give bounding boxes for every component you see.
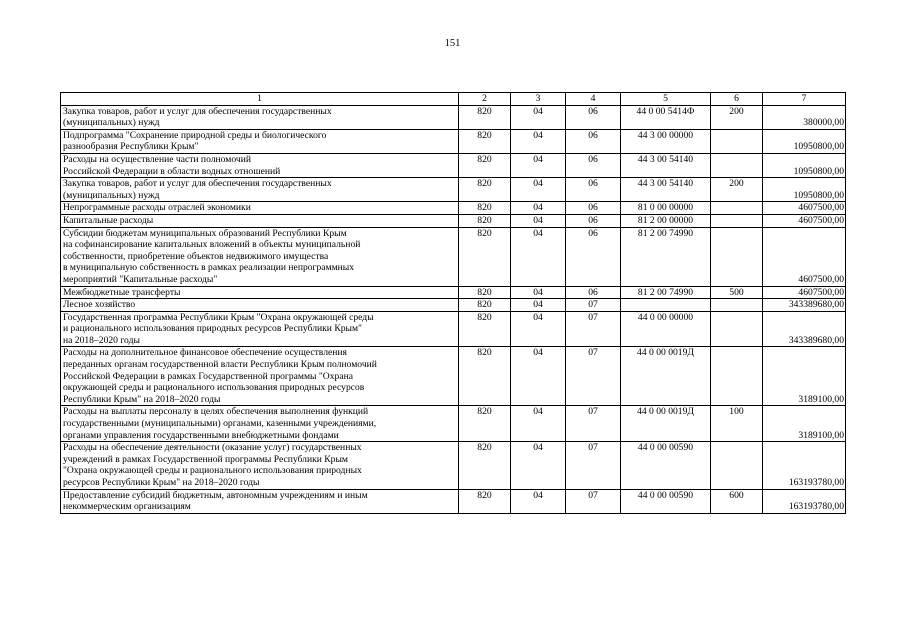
section-code-cell: 04 [511,202,566,215]
target-article-cell: 44 3 00 00000 [621,129,711,153]
column-number-cell: 2 [459,93,511,106]
target-article-cell: 81 2 00 74990 [621,286,711,299]
column-number-cell: 3 [511,93,566,106]
target-article-cell: 81 2 00 00000 [621,214,711,227]
ministry-code-cell: 820 [459,406,511,442]
ministry-code-cell: 820 [459,442,511,489]
section-code-cell: 04 [511,299,566,312]
page-number: 151 [444,38,461,49]
column-number-row [61,93,846,106]
subsection-code-cell: 06 [566,202,621,215]
table-row [61,442,846,489]
amount-cell: 10950800,00 [763,153,846,177]
item-name-cell: Закупка товаров, работ и услуг для обеспечения государственных (муниципальных) нужд [61,178,459,202]
item-name-cell: Капитальные расходы [61,214,459,227]
table-row [61,311,846,347]
subsection-code-cell: 06 [566,178,621,202]
table-row [61,105,846,129]
subsection-code-cell: 07 [566,347,621,406]
table-row [61,202,846,215]
item-name-cell: Расходы на обеспечение деятельности (оказание услуг) государственных учреждений в рамках Государственной программы Республики Крым "Охрана окружающей среды и рационального использования природных ресурсов Республики Крым" на 2018–2020 годы [61,442,459,489]
ministry-code-cell: 820 [459,178,511,202]
item-name-cell: Расходы на осуществление части полномочий Российской Федерации в области водных отношений [61,153,459,177]
expense-type-cell [711,153,763,177]
section-code-cell: 04 [511,227,566,286]
ministry-code-cell: 820 [459,286,511,299]
column-number-cell: 1 [61,93,459,106]
budget-table [60,92,846,514]
amount-cell: 163193780,00 [763,489,846,513]
expense-type-cell [711,202,763,215]
expense-type-cell: 200 [711,105,763,129]
subsection-code-cell: 06 [566,105,621,129]
section-code-cell: 04 [511,129,566,153]
table-row [61,347,846,406]
ministry-code-cell: 820 [459,105,511,129]
table-row [61,214,846,227]
subsection-code-cell: 07 [566,489,621,513]
ministry-code-cell: 820 [459,299,511,312]
section-code-cell: 04 [511,406,566,442]
item-name-cell: Расходы на дополнительное финансовое обеспечение осуществления переданных органам государственной власти Республики Крым полномочий Российской Федерации в рамках Государственной программы "Охрана окружающей среды и рационального использования природных ресурсов Республики Крым" на 2018–2020 годы [61,347,459,406]
table-row [61,227,846,286]
amount-cell: 4607500,00 [763,214,846,227]
amount-cell: 4607500,00 [763,202,846,215]
ministry-code-cell: 820 [459,227,511,286]
section-code-cell: 04 [511,347,566,406]
target-article-cell: 44 0 00 0019Д [621,347,711,406]
section-code-cell: 04 [511,153,566,177]
ministry-code-cell: 820 [459,129,511,153]
expense-type-cell [711,311,763,347]
table-row [61,286,846,299]
column-number-cell: 6 [711,93,763,106]
amount-cell: 10950800,00 [763,129,846,153]
amount-cell: 380000,00 [763,105,846,129]
subsection-code-cell: 07 [566,442,621,489]
expense-type-cell [711,214,763,227]
amount-cell: 163193780,00 [763,442,846,489]
subsection-code-cell: 07 [566,299,621,312]
target-article-cell: 44 0 00 5414Ф [621,105,711,129]
expense-type-cell [711,129,763,153]
subsection-code-cell: 06 [566,129,621,153]
table-row [61,406,846,442]
expense-type-cell: 200 [711,178,763,202]
ministry-code-cell: 820 [459,214,511,227]
column-number-cell: 5 [621,93,711,106]
subsection-code-cell: 07 [566,311,621,347]
expense-type-cell [711,347,763,406]
item-name-cell: Лесное хозяйство [61,299,459,312]
subsection-code-cell: 06 [566,214,621,227]
section-code-cell: 04 [511,105,566,129]
target-article-cell: 44 0 00 00590 [621,442,711,489]
ministry-code-cell: 820 [459,202,511,215]
target-article-cell: 44 3 00 54140 [621,178,711,202]
amount-cell: 3189100,00 [763,347,846,406]
table-row [61,129,846,153]
column-number-cell: 7 [763,93,846,106]
item-name-cell: Непрограммные расходы отраслей экономики [61,202,459,215]
table-row [61,299,846,312]
amount-cell: 343389680,00 [763,299,846,312]
table-row [61,489,846,513]
target-article-cell: 81 2 00 74990 [621,227,711,286]
section-code-cell: 04 [511,311,566,347]
item-name-cell: Межбюджетные трансферты [61,286,459,299]
table-row [61,153,846,177]
item-name-cell: Подпрограмма "Сохранение природной среды и биологического разнообразия Республики Крым" [61,129,459,153]
item-name-cell: Предоставление субсидий бюджетным, автономным учреждениям и иным некоммерческим организациям [61,489,459,513]
section-code-cell: 04 [511,442,566,489]
amount-cell: 3189100,00 [763,406,846,442]
section-code-cell: 04 [511,178,566,202]
subsection-code-cell: 07 [566,406,621,442]
column-number-cell: 4 [566,93,621,106]
expense-type-cell [711,227,763,286]
item-name-cell: Государственная программа Республики Крым "Охрана окружающей среды и рационального использования природных ресурсов Республики Крым" на 2018–2020 годы [61,311,459,347]
target-article-cell: 44 0 00 00590 [621,489,711,513]
section-code-cell: 04 [511,489,566,513]
subsection-code-cell: 06 [566,286,621,299]
ministry-code-cell: 820 [459,311,511,347]
section-code-cell: 04 [511,286,566,299]
target-article-cell: 81 0 00 00000 [621,202,711,215]
expense-type-cell: 100 [711,406,763,442]
expense-type-cell: 600 [711,489,763,513]
item-name-cell: Закупка товаров, работ и услуг для обеспечения государственных (муниципальных) нужд [61,105,459,129]
expense-type-cell [711,299,763,312]
item-name-cell: Расходы на выплаты персоналу в целях обеспечения выполнения функций государственными (муниципальными) органами, казенными учреждениями, органами управления государственными внебюджетными фондами [61,406,459,442]
item-name-cell: Субсидии бюджетам муниципальных образований Республики Крым на софинансирование капитальных вложений в объекты муниципальной собственности, приобретение объектов недвижимого имущества в муниципальную собственность в рамках реализации непрограммных мероприятий "Капитальные расходы" [61,227,459,286]
section-code-cell: 04 [511,214,566,227]
ministry-code-cell: 820 [459,489,511,513]
expense-type-cell [711,442,763,489]
ministry-code-cell: 820 [459,153,511,177]
target-article-cell: 44 0 00 0019Д [621,406,711,442]
target-article-cell: 44 0 00 00000 [621,311,711,347]
amount-cell: 4607500,00 [763,286,846,299]
ministry-code-cell: 820 [459,347,511,406]
target-article-cell: 44 3 00 54140 [621,153,711,177]
target-article-cell [621,299,711,312]
amount-cell: 10950800,00 [763,178,846,202]
amount-cell: 4607500,00 [763,227,846,286]
expense-type-cell: 500 [711,286,763,299]
amount-cell: 343389680,00 [763,311,846,347]
subsection-code-cell: 06 [566,227,621,286]
subsection-code-cell: 06 [566,153,621,177]
table-row [61,178,846,202]
